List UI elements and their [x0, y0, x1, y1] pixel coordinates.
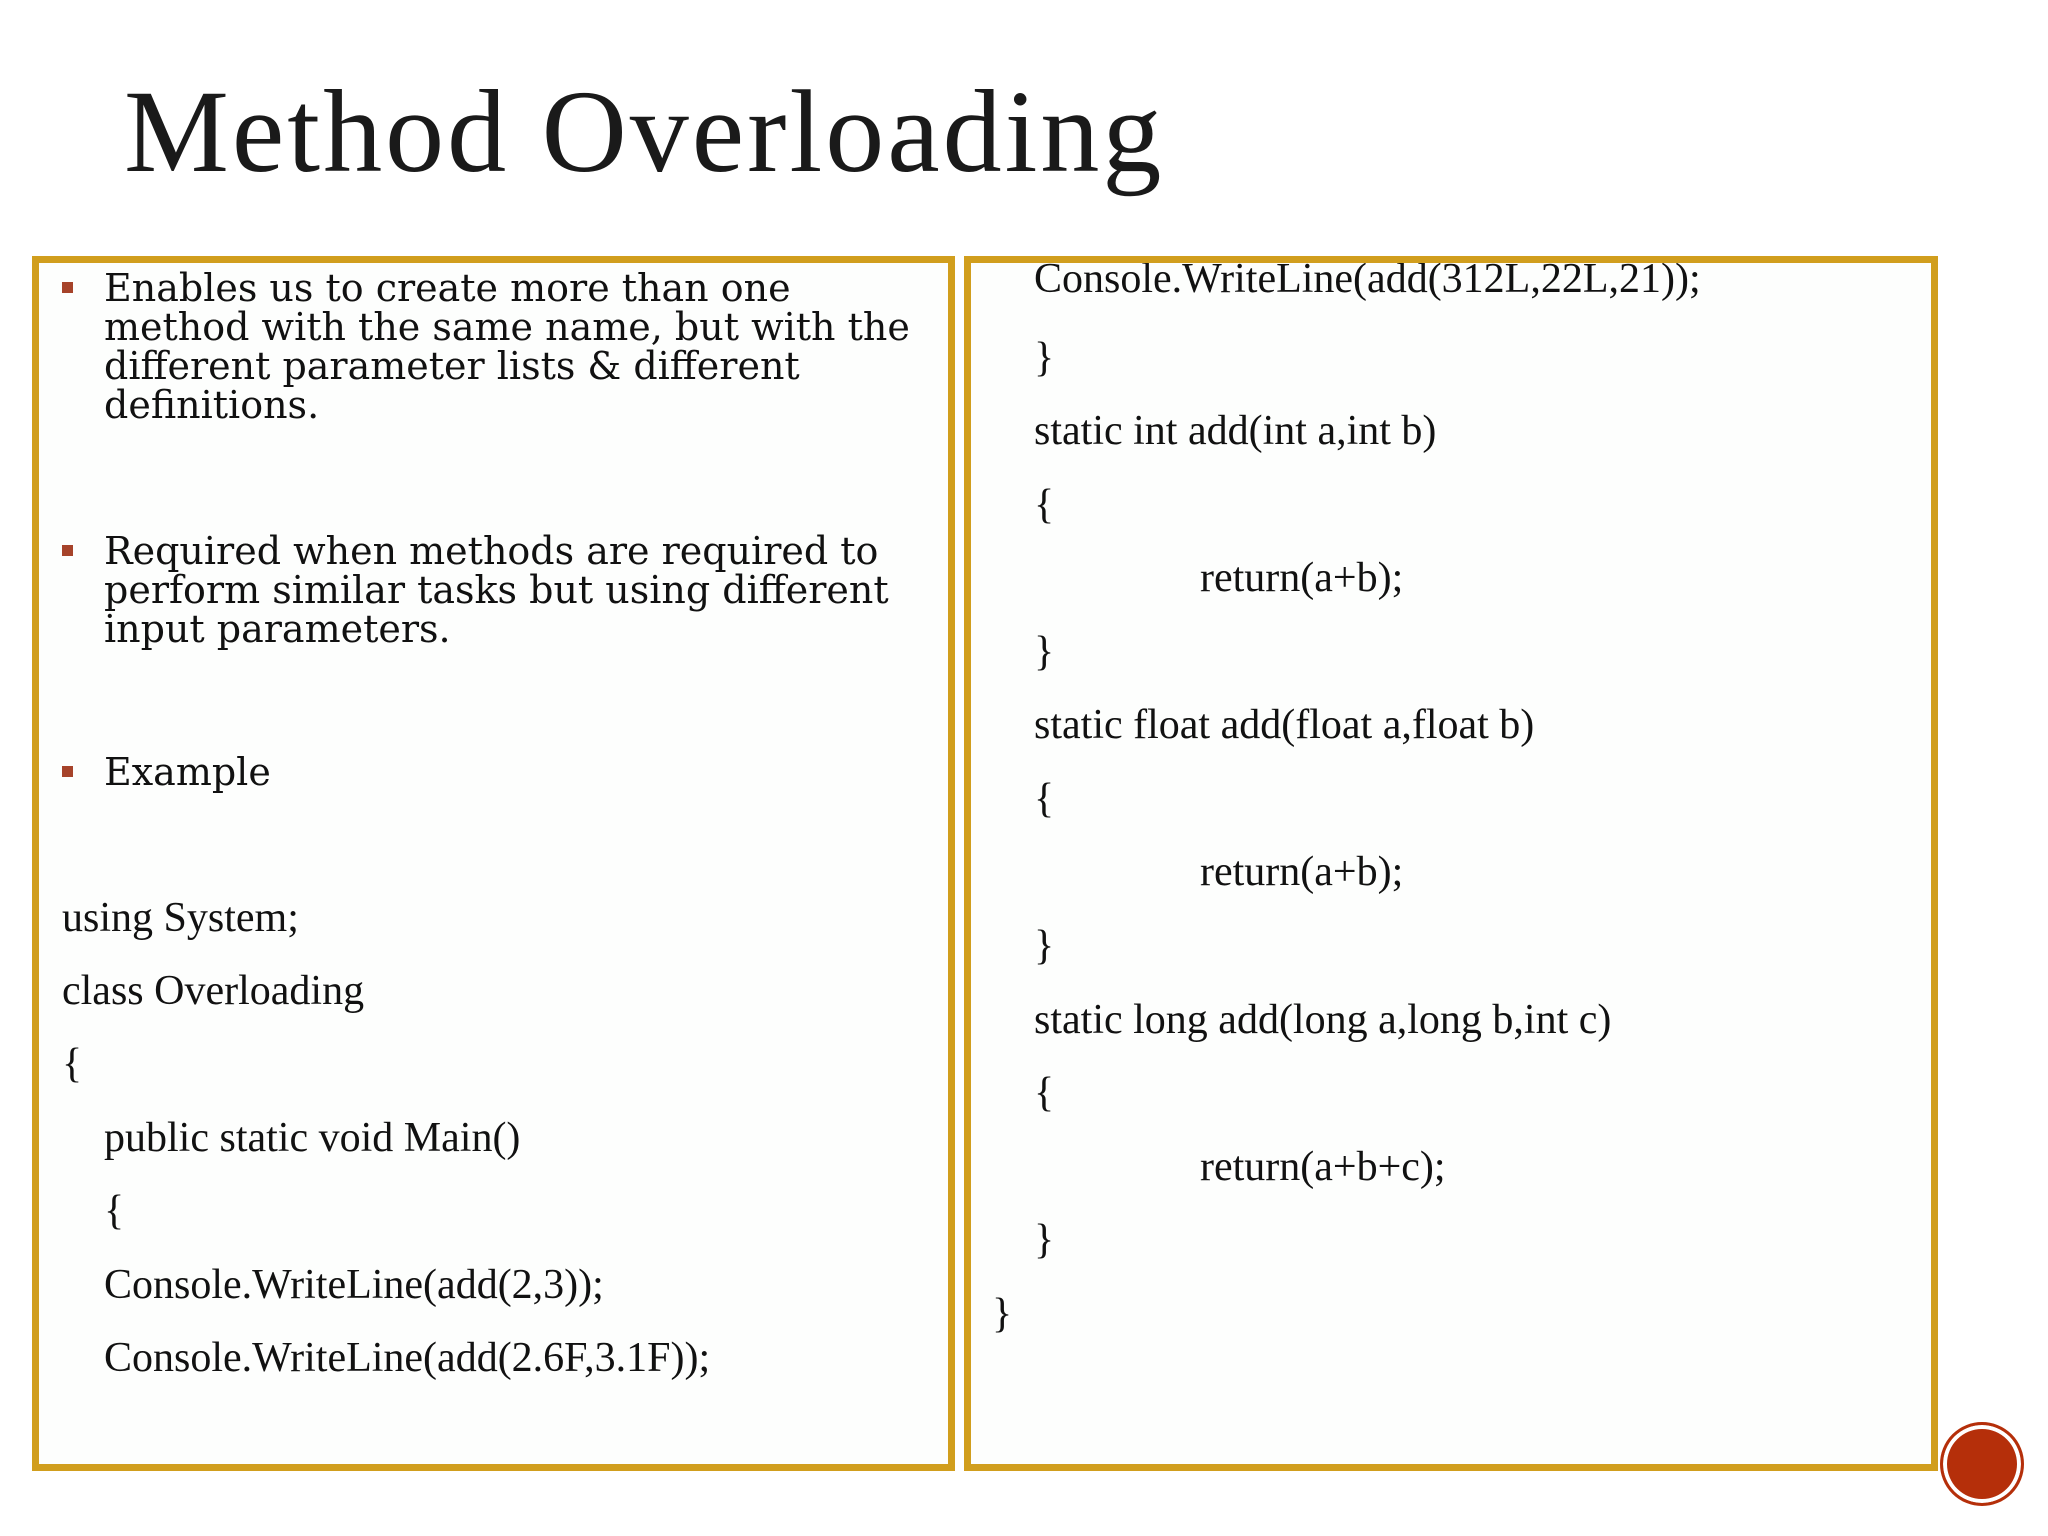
code-line: Console.WriteLine(add(2,3));: [104, 1262, 604, 1308]
code-line: {: [1034, 1070, 1055, 1116]
bullet-square-icon: [62, 766, 73, 777]
code-line: static long add(long a,long b,int c): [1034, 997, 1612, 1043]
code-line: {: [1034, 482, 1055, 528]
code-line: Console.WriteLine(add(2.6F,3.1F));: [104, 1335, 711, 1381]
bullet-item: [104, 529, 944, 651]
right-content-panel: [964, 256, 1938, 1471]
code-line: static int add(int a,int b): [1034, 408, 1437, 454]
code-line: }: [1034, 335, 1055, 381]
slide-title: Method Overloading: [124, 66, 1165, 197]
code-line: Console.WriteLine(add(312L,22L,21));: [1034, 256, 1701, 302]
bullet-item: [104, 266, 944, 427]
code-line: {: [1034, 776, 1055, 822]
code-line: return(a+b+c);: [1200, 1144, 1446, 1190]
code-line: static float add(float a,float b): [1034, 702, 1535, 748]
bullet-text: Enables us to create more than one method with the same name, but with the different parameter lists & different definitions.: [104, 266, 910, 427]
code-line: {: [104, 1188, 125, 1234]
code-line: public static void Main(): [104, 1115, 521, 1161]
bullet-square-icon: [62, 545, 73, 556]
code-line: }: [992, 1291, 1013, 1337]
slide-marker-circle-icon: [1940, 1422, 2024, 1506]
code-line: class Overloading: [62, 968, 365, 1014]
code-line: }: [1034, 629, 1055, 675]
bullet-text: Example: [104, 750, 271, 794]
code-line: }: [1034, 1217, 1055, 1263]
left-content-panel: [32, 256, 955, 1471]
code-line: {: [62, 1041, 83, 1087]
bullet-item: [104, 750, 944, 794]
bullet-square-icon: [62, 282, 73, 293]
code-line: return(a+b);: [1200, 555, 1404, 601]
code-line: using System;: [62, 895, 299, 941]
code-line: }: [1034, 923, 1055, 969]
code-line: return(a+b);: [1200, 849, 1404, 895]
bullet-text: Required when methods are required to perform similar tasks but using different input parameters.: [104, 529, 889, 651]
